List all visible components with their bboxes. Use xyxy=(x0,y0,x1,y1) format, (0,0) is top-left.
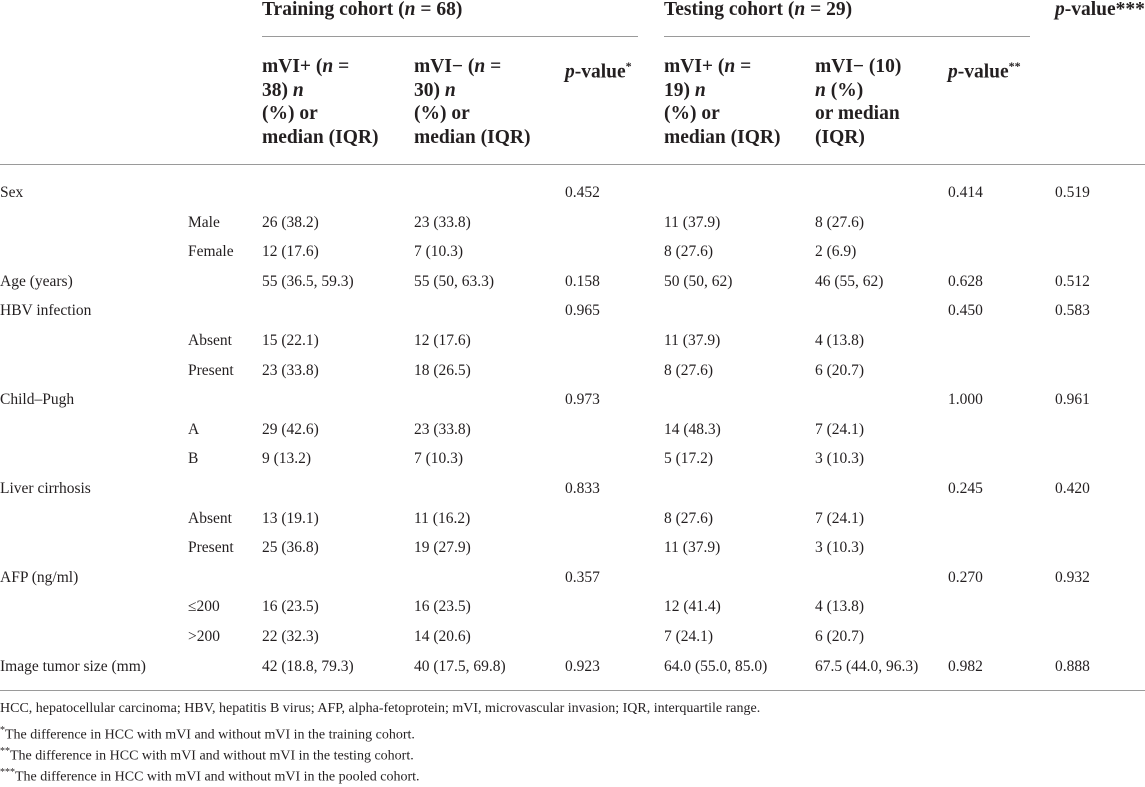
table-cell: 67.5 (44.0, 96.3) xyxy=(815,658,919,675)
table-cell: 12 (17.6) xyxy=(414,332,471,349)
table-cell: 12 (17.6) xyxy=(262,243,319,260)
table-cell: 26 (38.2) xyxy=(262,214,319,231)
table-cell: 0.888 xyxy=(1055,658,1090,675)
pooled-pvalue-suffix: -value*** xyxy=(1064,0,1145,20)
table-cell: 8 (27.6) xyxy=(664,510,714,527)
testing-pvalue-line: p-value** xyxy=(948,59,1021,83)
table-cell: 0.158 xyxy=(565,273,600,290)
pooled-pvalue-header xyxy=(1055,0,1145,22)
row-sublabel: Present xyxy=(188,362,234,379)
table-cell: 0.357 xyxy=(565,569,600,586)
testing-cohort-label: Testing cohort ( xyxy=(664,0,795,20)
testing-mvi-pos-line1: mVI+ (n = xyxy=(664,56,752,77)
testing-n-symbol: n xyxy=(794,0,806,20)
footnote-pooled: ***The difference in HCC with mVI and without mVI in the pooled cohort. xyxy=(0,767,420,785)
row-label: AFP (ng/ml) xyxy=(0,569,79,586)
footnote-training-text: The difference in HCC with mVI and without mVI in the training cohort. xyxy=(5,727,415,743)
footnote-testing-text: The difference in HCC with mVI and without mVI in the testing cohort. xyxy=(10,748,414,764)
table-cell: 8 (27.6) xyxy=(664,243,714,260)
table-cell: 64.0 (55.0, 85.0) xyxy=(664,658,768,675)
table-cell: 0.452 xyxy=(565,184,600,201)
table-cell: 0.961 xyxy=(1055,391,1090,408)
table-cell: 6 (20.7) xyxy=(815,628,865,645)
testing-cohort-header xyxy=(664,0,852,22)
training-mvi-pos-line1: mVI+ (n = xyxy=(262,56,350,77)
table-cell: 0.982 xyxy=(948,658,983,675)
table-cell: 29 (42.6) xyxy=(262,421,319,438)
testing-mvi-neg-header xyxy=(815,55,901,149)
table-cell: 50 (50, 62) xyxy=(664,273,733,290)
table-cell: 3 (10.3) xyxy=(815,539,865,556)
testing-mvi-pos-line2: 19) n xyxy=(664,79,706,101)
table-cell: 4 (13.8) xyxy=(815,598,865,615)
table-cell: 0.833 xyxy=(565,480,600,497)
training-cohort-count: = 68) xyxy=(415,0,463,20)
table-cell: 11 (37.9) xyxy=(664,539,721,556)
table-cell: 0.583 xyxy=(1055,302,1090,319)
row-label: Liver cirrhosis xyxy=(0,480,91,497)
table-cell: 7 (24.1) xyxy=(815,421,865,438)
pooled-p-symbol: p xyxy=(1055,0,1065,20)
table-cell: 0.923 xyxy=(565,658,600,675)
table-cell: 15 (22.1) xyxy=(262,332,319,349)
testing-mvi-neg-line2: n (%) xyxy=(815,79,864,101)
table-cell: 12 (41.4) xyxy=(664,598,721,615)
table-cell: 18 (26.5) xyxy=(414,362,471,379)
training-mvi-neg-line1: mVI− (n = xyxy=(414,56,502,77)
row-sublabel: Absent xyxy=(188,332,232,349)
training-pvalue-header xyxy=(565,55,632,84)
training-mvi-pos-header xyxy=(262,55,378,149)
training-mvi-neg-line2: 30) n xyxy=(414,79,456,101)
table-cell: 55 (50, 63.3) xyxy=(414,273,495,290)
footnote-testing: **The difference in HCC with mVI and without mVI in the testing cohort. xyxy=(0,746,414,764)
table-cell: 13 (19.1) xyxy=(262,510,319,527)
table-cell: 9 (13.2) xyxy=(262,450,312,467)
table-cell: 5 (17.2) xyxy=(664,450,714,467)
table-cell: 0.965 xyxy=(565,302,600,319)
table-cell: 0.932 xyxy=(1055,569,1090,586)
table-bottom-rule xyxy=(0,690,1145,691)
table-cell: 6 (20.7) xyxy=(815,362,865,379)
table-cell: 4 (13.8) xyxy=(815,332,865,349)
row-label: Child–Pugh xyxy=(0,391,75,408)
table-cell: 23 (33.8) xyxy=(414,421,471,438)
table-cell: 16 (23.5) xyxy=(414,598,471,615)
testing-mvi-neg-line1: mVI− (10) xyxy=(815,56,902,77)
training-mvi-neg-line4: median (IQR) xyxy=(414,126,531,148)
testing-mvi-pos-line4: median (IQR) xyxy=(664,126,781,148)
training-cohort-header xyxy=(262,0,462,22)
row-label: Sex xyxy=(0,184,24,201)
row-label: HBV infection xyxy=(0,302,92,319)
testing-mvi-pos-header xyxy=(664,55,780,149)
training-cohort-rule xyxy=(262,36,638,37)
training-mvi-pos-line4: median (IQR) xyxy=(262,126,379,148)
table-cell: 8 (27.6) xyxy=(815,214,865,231)
table-cell: 0.420 xyxy=(1055,480,1090,497)
table-cell: 19 (27.9) xyxy=(414,539,471,556)
table-cell: 0.414 xyxy=(948,184,983,201)
table-cell: 23 (33.8) xyxy=(414,214,471,231)
table-cell: 7 (24.1) xyxy=(815,510,865,527)
table-cell: 11 (37.9) xyxy=(664,332,721,349)
table-cell: 40 (17.5, 69.8) xyxy=(414,658,506,675)
training-mvi-neg-header xyxy=(414,55,530,149)
row-sublabel: Female xyxy=(188,243,234,260)
footnote-pooled-text: The difference in HCC with mVI and without mVI in the pooled cohort. xyxy=(15,769,420,785)
table-cell: 23 (33.8) xyxy=(262,362,319,379)
training-mvi-pos-line2: 38) n xyxy=(262,79,304,101)
table-cell: 7 (24.1) xyxy=(664,628,714,645)
testing-mvi-neg-line3: or median xyxy=(815,103,900,124)
testing-cohort-count: = 29) xyxy=(805,0,853,20)
table-cell: 7 (10.3) xyxy=(414,450,464,467)
training-pvalue-line: p-value* xyxy=(565,59,632,83)
row-sublabel: Present xyxy=(188,539,234,556)
table-cell: 55 (36.5, 59.3) xyxy=(262,273,354,290)
row-sublabel: B xyxy=(188,450,199,467)
table-cell: 25 (36.8) xyxy=(262,539,319,556)
training-mvi-pos-line3: (%) or xyxy=(262,103,318,124)
training-mvi-neg-line3: (%) or xyxy=(414,103,470,124)
row-label: Image tumor size (mm) xyxy=(0,658,146,675)
table-cell: 0.245 xyxy=(948,480,983,497)
row-sublabel: >200 xyxy=(188,628,220,645)
testing-mvi-neg-line4: (IQR) xyxy=(815,126,865,148)
table-cell: 2 (6.9) xyxy=(815,243,857,260)
row-sublabel: Male xyxy=(188,214,220,231)
table-cell: 42 (18.8, 79.3) xyxy=(262,658,354,675)
table-cell: 7 (10.3) xyxy=(414,243,464,260)
training-cohort-label: Training cohort ( xyxy=(262,0,405,20)
header-bottom-rule xyxy=(0,164,1145,165)
testing-pvalue-header xyxy=(948,55,1021,84)
table-cell: 14 (48.3) xyxy=(664,421,721,438)
row-sublabel: Absent xyxy=(188,510,232,527)
testing-cohort-rule xyxy=(664,36,1030,37)
table-cell: 0.270 xyxy=(948,569,983,586)
table-cell: 3 (10.3) xyxy=(815,450,865,467)
table-cell: 14 (20.6) xyxy=(414,628,471,645)
row-label: Age (years) xyxy=(0,273,73,290)
footnote-training: *The difference in HCC with mVI and without mVI in the training cohort. xyxy=(0,725,415,743)
table-cell: 0.450 xyxy=(948,302,983,319)
testing-mvi-pos-line3: (%) or xyxy=(664,103,720,124)
row-sublabel: A xyxy=(188,421,200,438)
footnote-abbreviations: HCC, hepatocellular carcinoma; HBV, hepatitis B virus; AFP, alpha-fetoprotein; mVI, microvascular invasion; IQR, interquartile range. xyxy=(0,701,761,716)
table-cell: 0.628 xyxy=(948,273,983,290)
table-cell: 11 (16.2) xyxy=(414,510,471,527)
table-cell: 0.519 xyxy=(1055,184,1090,201)
row-sublabel: ≤200 xyxy=(188,598,220,615)
table-cell: 16 (23.5) xyxy=(262,598,319,615)
table-cell: 46 (55, 62) xyxy=(815,273,884,290)
table-cell: 11 (37.9) xyxy=(664,214,721,231)
training-n-symbol: n xyxy=(404,0,416,20)
table-cell: 1.000 xyxy=(948,391,983,408)
table-cell: 22 (32.3) xyxy=(262,628,319,645)
table-cell: 8 (27.6) xyxy=(664,362,714,379)
table-cell: 0.512 xyxy=(1055,273,1090,290)
table-cell: 0.973 xyxy=(565,391,600,408)
